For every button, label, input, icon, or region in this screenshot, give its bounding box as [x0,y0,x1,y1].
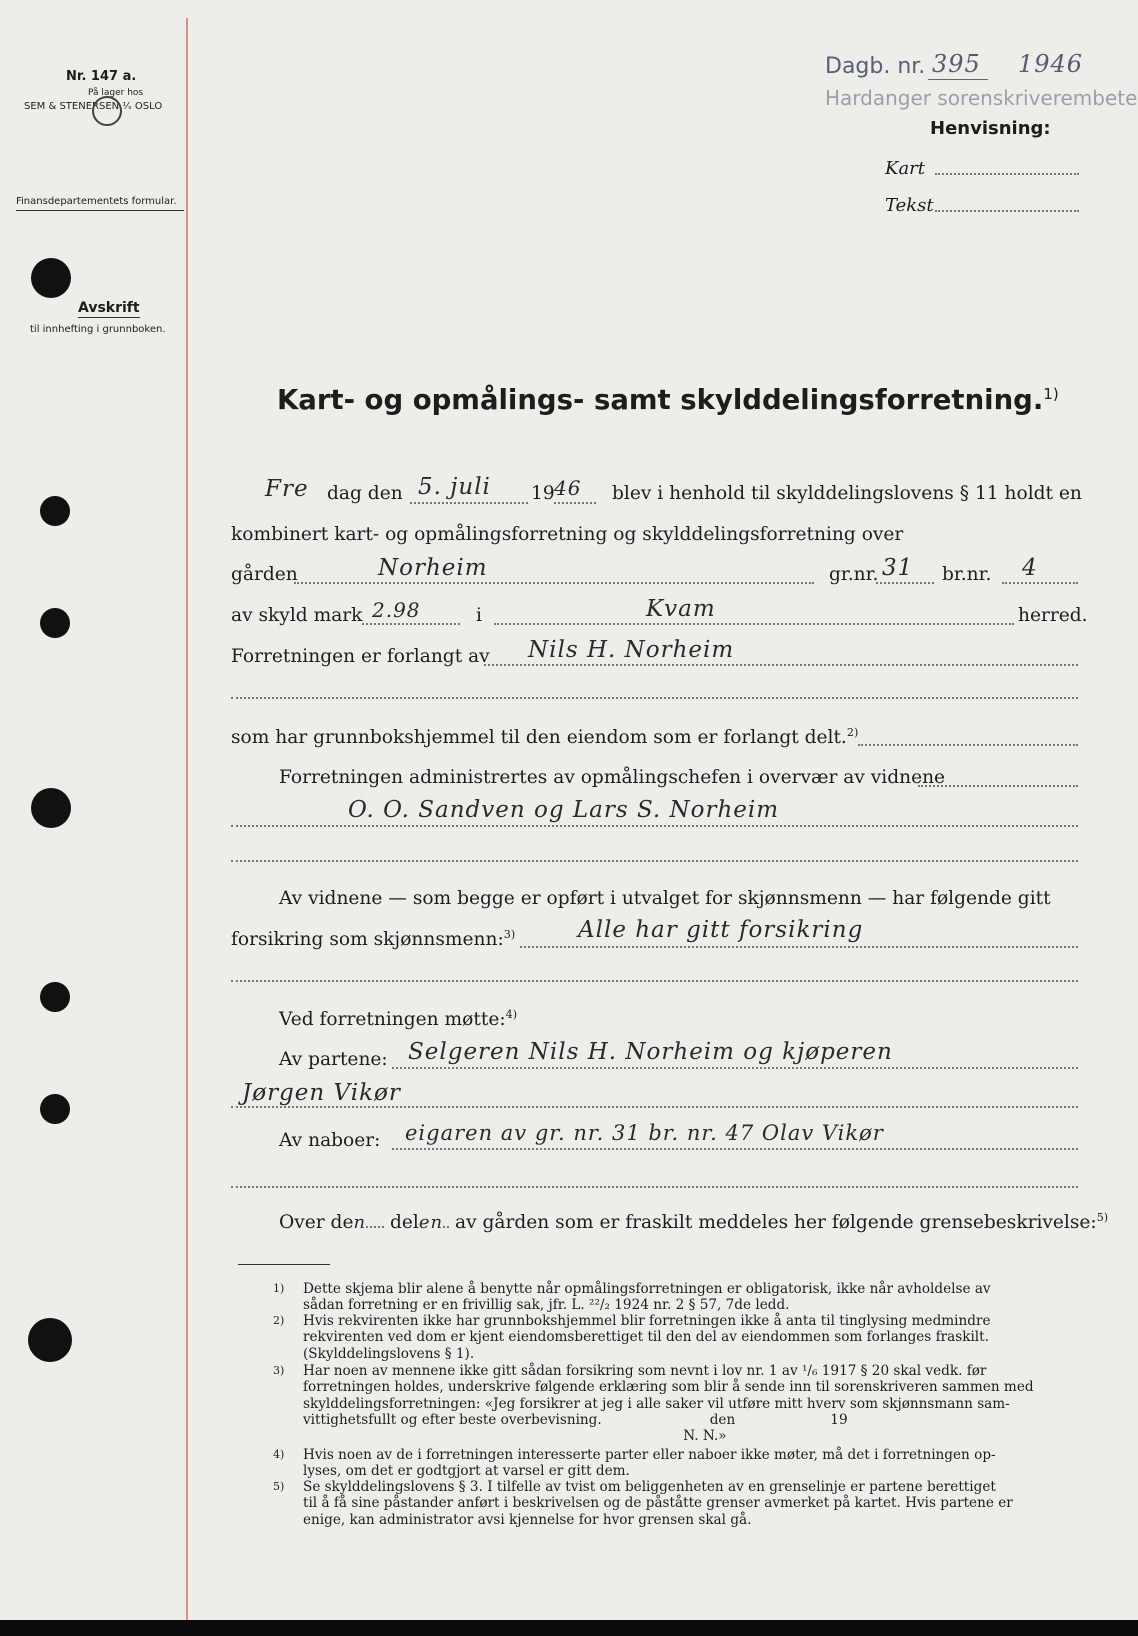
form-number: Nr. 147 a. [66,69,137,84]
title-footnote-ref: 1) [1043,384,1059,403]
footnote-number: 4) [273,1448,285,1461]
assessors-assurance-text [231,928,515,950]
administration-text: Forretningen administrertes av opmålingschefen i overvær av vidnene [279,767,946,788]
municipality-prefix: i [476,605,482,626]
grnr-line [876,582,934,584]
assessors-assurance-label: forsikring som skjønnsmenn: [231,929,504,951]
footnote-line: Har noen av mennene ikke gitt sådan forsikring som nevnt i lov nr. 1 av ¹/₆ 1917 § 20 skal vedk. før [303,1363,987,1379]
reference-label: Henvisning: [930,118,1051,139]
punch-hole [31,788,71,828]
assessors-footnote-ref: 3) [503,928,516,941]
farm-label: gården [231,564,298,585]
footnote-line: enige, kan administrator avsi kjennelse for hvor grensen skal gå. [303,1511,752,1528]
boundary-hand-1: n [353,1212,367,1234]
parties-label: Av partene: [279,1049,388,1070]
year-handwritten: 46 [554,476,582,500]
witnesses-line [231,825,1078,827]
punch-hole [40,608,70,638]
requested-by-handwritten: Nils H. Norheim [528,637,735,663]
grnr-handwritten: 31 [882,555,914,581]
scan-border [0,1620,1138,1636]
skyld-label: av skyld mark [231,605,363,626]
footnote-number: 5) [273,1480,285,1493]
map-reference-label: Kart [885,158,926,179]
boundary-gap-2 [443,1226,449,1228]
punch-hole [40,496,70,526]
footnote-line: N. N.» [303,1428,727,1445]
boundary-text [279,1211,1108,1233]
witnesses-handwritten: O. O. Sandven og Lars S. Norheim [348,797,780,823]
footnote-line: Hvis noen av de i forretningen interesserte parter eller naboer ikke møter, må det i forretningen op- [303,1447,996,1463]
footnote-number: 3) [273,1364,285,1377]
footnote-line: (Skylddelingslovens § 1). [303,1345,475,1362]
footnote-line: skylddelingsforretningen: «Jeg forsikrer at jeg i alle saker vil utføre mitt hverv som skjønnsmann sam- [303,1395,1010,1412]
footnote-line: Se skylddelingslovens § 3. I tilfelle av tvist om beliggenheten av en grenselinje er partene berettiget [303,1479,996,1495]
neighbours-line [392,1148,1078,1150]
skyld-line [362,623,460,625]
publisher-seal-icon [92,96,122,126]
punch-hole [40,1094,70,1124]
boundary-hand-2: en [418,1212,444,1234]
title-holder-statement: som har grunnbokshjemmel til den eiendom som er forlangt delt. [231,727,847,749]
combined-business-text: kombinert kart- og opmålingsforretning og skylddelingsforretning over [231,524,904,545]
farm-handwritten: Norheim [378,555,488,581]
footnote-line: sådan forretning er en frivillig sak, jfr. L. ²²/₂ 1924 nr. 2 § 57, 7de ledd. [303,1297,790,1314]
assurance-handwritten: Alle har gitt forsikring [578,917,864,943]
attended-text [279,1008,517,1030]
copy-sub: til innhefting i grunnboken. [30,324,166,335]
footnote-line: til å få sine påstander anført i beskrivelsen og de påståtte grenser avmerket på kartet. Hvis partene er [303,1495,1013,1512]
grnr-label: gr.nr. [829,564,879,585]
publisher-line1: På lager hos [88,88,144,98]
footnote-line: forretningen holdes, underskrive følgende erklæring som blir å sende inn til sorenskriveren sammen med [303,1379,1034,1396]
footnote-number: 2) [273,1314,285,1327]
requested-by-label: Forretningen er forlangt av [231,646,490,667]
assurance-line [520,946,1078,948]
attended-label: Ved forretningen møtte: [279,1009,506,1031]
form-source-rule [16,210,184,211]
date-handwritten: 5. juli [418,474,491,500]
office-stamp: Hardanger sorenskriverembete [825,86,1138,110]
footnote-separator [238,1264,330,1265]
punch-hole [40,982,70,1012]
punch-hole [28,1318,72,1362]
footnote-line: lyses, om det er godtgjort at varsel er gitt dem. [303,1463,630,1480]
punch-hole [31,258,71,298]
weekday-prefix-handwritten: Fre [265,476,309,502]
footnote-line: rekvirenten ved dom er kjent eiendomsberettiget til den del av eiendommen som forlanges fraskilt. [303,1329,989,1346]
requested-by-line-2 [231,697,1078,699]
boundary-text-c: av gården som er fraskilt meddeles her følgende grensebeskrivelse: [455,1212,1097,1234]
copy-label: Avskrift [78,300,140,316]
text-reference-label: Tekst [885,195,934,216]
assessors-text: Av vidnene — som begge er opført i utvalget for skjønnsmenn — har følgende gitt [279,888,1051,909]
municipality-label: herred. [1018,605,1088,626]
footnote-line: vittighetsfullt og efter beste overbevisning. den 19 [303,1411,848,1428]
requested-by-line [484,664,1078,666]
year-prefix: 19 [531,483,555,504]
map-reference-line [935,173,1079,175]
skyld-handwritten: 2.98 [372,598,421,622]
title-holder-footnote-ref: 2) [846,726,859,739]
footnote-line: Hvis rekvirenten ikke har grunnbokshjemmel blir forretningen ikke å anta til tinglysing medmindre [303,1313,991,1329]
assurance-line-2 [231,980,1078,982]
boundary-footnote-ref: 5) [1096,1211,1109,1224]
journal-number-underline [928,79,988,80]
municipality-handwritten: Kvam [646,596,716,622]
witnesses-line-2 [231,860,1078,862]
journal-year: 1946 [1018,50,1084,78]
date-label: dag den [327,483,403,504]
copy-label-rule [78,317,140,318]
brnr-line [1002,582,1078,584]
date-line [410,502,528,504]
farm-line [294,582,814,584]
parties-handwritten-2: Jørgen Vikør [242,1080,401,1106]
municipality-line [494,623,1014,625]
brnr-label: br.nr. [942,564,992,585]
boundary-text-a: Over de [279,1212,354,1234]
neighbours-handwritten: eigaren av gr. nr. 31 br. nr. 47 Olav Vikør [405,1121,884,1145]
text-reference-line [935,210,1079,212]
statute-text: blev i henhold til skylddelingslovens § 11 holdt en [612,483,1082,504]
boundary-gap-1 [366,1226,384,1228]
administration-line [918,785,1078,787]
year-line [554,502,596,504]
publisher-line2: SEM & STENERSEN ⅟ₛ OSLO [24,101,163,112]
footnote-line: Dette skjema blir alene å benytte når opmålingsforretningen er obligatorisk, ikke når avholdelse av [303,1281,991,1297]
boundary-text-b: del [389,1212,419,1234]
title-holder-text [231,726,858,748]
parties-handwritten: Selgeren Nils H. Norheim og kjøperen [408,1039,893,1065]
form-source: Finansdepartementets formular. [16,196,177,207]
brnr-handwritten: 4 [1022,555,1038,581]
document-title [277,384,1059,416]
title-holder-line [858,744,1078,746]
title-text: Kart- og opmålings- samt skylddelingsforretning. [277,384,1044,416]
red-margin-line [186,18,188,1620]
neighbours-label: Av naboer: [279,1130,381,1151]
journal-number: 395 [932,50,981,78]
parties-line [392,1067,1078,1069]
parties-line-2 [231,1106,1078,1108]
attended-footnote-ref: 4) [505,1008,518,1021]
neighbours-line-2 [231,1186,1078,1188]
footnote-number: 1) [273,1282,285,1295]
journal-stamp-label: Dagb. nr. [825,54,926,79]
